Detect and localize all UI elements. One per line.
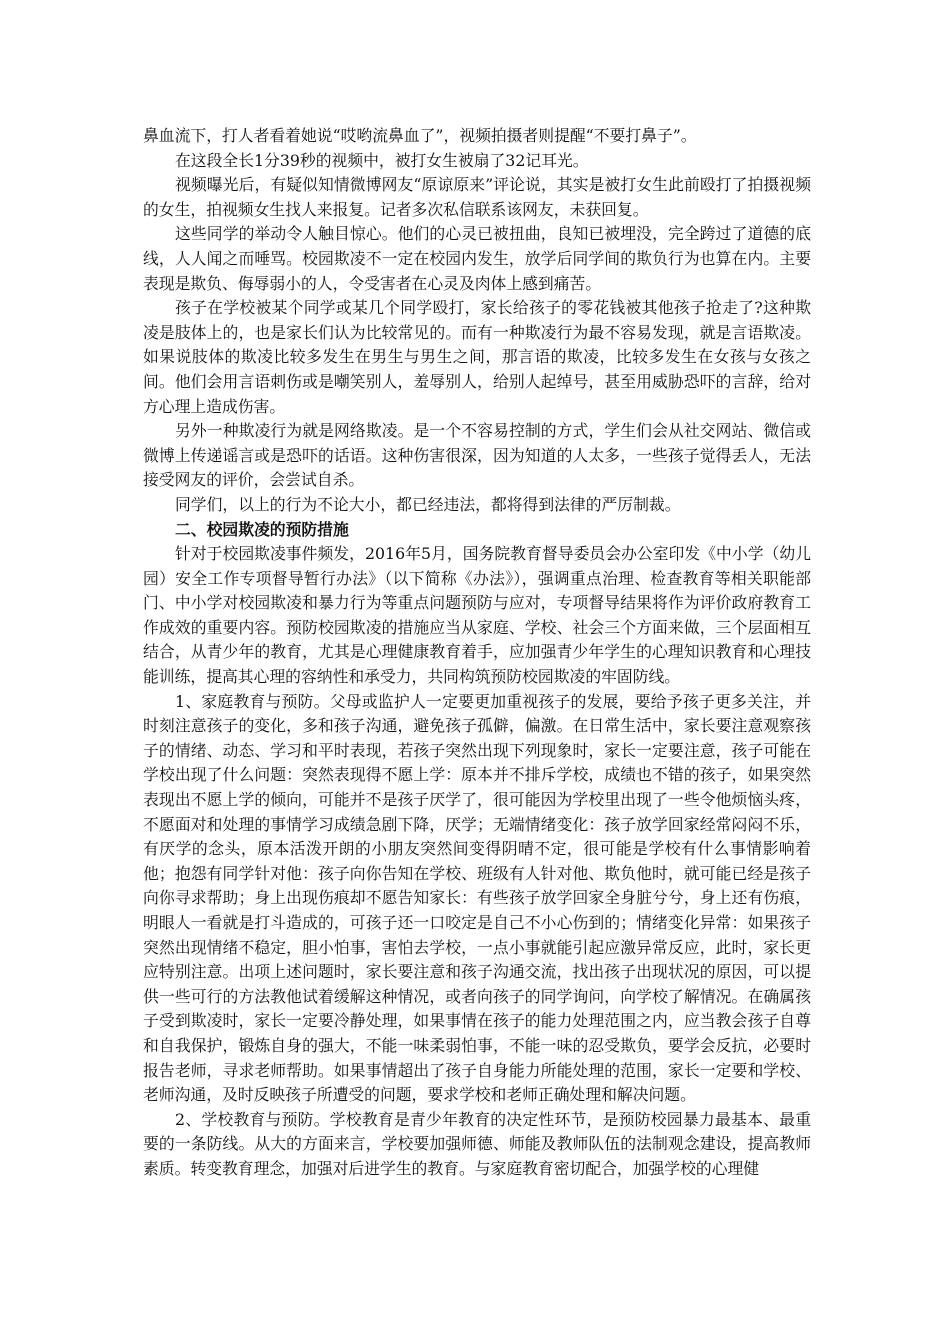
document-body bbox=[143, 124, 811, 1182]
paragraph-3: 视频曝光后，有疑似知情微博网友“原谅原来”评论说，其实是被打女生此前殴打了拍摄视频的女生，拍视频女生找人来报复。记者多次私信联系该网友，未获回复。 bbox=[143, 175, 811, 219]
paragraph-9: 针对于校园欺凌事件频发，2016年5月，国务院教育督导委员会办公室印发《中小学（幼儿园）安全工作专项督导暂行办法》（以下简称《办法》），强调重点治理、检查教育等相关职能部门、中小学对校园欺凌和暴力行为等重点问题预防与应对，专项督导结果将作为评价政府教育工作成效的重要内容。预防校园欺凌的措施应当从家庭、学校、社会三个方面来做，三个层面相互结合，从青少年的教育，尤其是心理健康教育着手，应加强青少年学生的心理知识教育和心理技能训练，提高其心理的容纳性和承受力，共同构筑预防校园欺凌的牢固防线。 bbox=[143, 544, 811, 687]
paragraph-7: 同学们，以上的行为不论大小，都已经违法，都将得到法律的严厉制裁。 bbox=[175, 494, 681, 514]
paragraph-school-prevention: 2、学校教育与预防。学校教育是青少年教育的决定性环节，是预防校园暴力最基本、最重要的一条防线。从大的方面来言，学校要加强师德、师能及教师队伍的法制观念建设，提高教师素质。转变教育理念，加强对后进学生的教育。与家庭教育密切配合，加强学校的心理健 bbox=[143, 1109, 811, 1178]
paragraph-family-prevention: 1、家庭教育与预防。父母或监护人一定要更加重视孩子的发展，要给予孩子更多关注，并时刻注意孩子的变化，多和孩子沟通，避免孩子孤僻，偏激。在日常生活中，家长要注意观察孩子的情绪、动态、学习和平时表现，若孩子突然出现下列现象时，家长一定要注意，孩子可能在学校出现了什么问题：突然表现得不愿上学：原本并不排斥学校，成绩也不错的孩子，如果突然表现出不愿上学的倾向，可能并不是孩子厌学了，很可能因为学校里出现了一些令他烦恼头疼，不愿面对和处理的事情学习成绩急剧下降，厌学；无端情绪变化：孩子放学回家经常闷闷不乐，有厌学的念头，原本活泼开朗的小朋友突然间变得阴晴不定，很可能是学校有什么事情影响着他；抱怨有同学针对他：孩子向你告知在学校、班级有人针对他、欺负他时，就可能已经是孩子向你寻求帮助；身上出现伤痕却不愿告知家长：有些孩子放学回家全身脏兮兮，身上还有伤痕，明眼人一看就是打斗造成的，可孩子还一口咬定是自己不小心伤到的；情绪变化异常：如果孩子突然出现情绪不稳定，胆小怕事，害怕去学校，一点小事就能引起应激异常反应，此时，家长更应特别注意。出项上述问题时，家长要注意和孩子沟通交流，找出孩子出现状况的原因，可以提供一些可行的方法教他试着缓解这种情况，或者向孩子的同学询问，向学校了解情况。在确属孩子受到欺凌时，家长一定要冷静处理，如果事情在孩子的能力处理范围之内，应当教会孩子自尊和自我保护，锻炼自身的强大，不能一味柔弱怕事，不能一味的忍受欺负，要学会反抗，必要时报告老师，寻求老师帮助。如果事情超出了孩子自身能力所能处理的范围，家长一定要和学校、老师沟通，及时反映孩子所遭受的问题，要求学校和老师正确处理和解决问题。 bbox=[143, 691, 811, 1105]
paragraph-2: 在这段全长1分39秒的视频中，被打女生被扇了32记耳光。 bbox=[175, 150, 589, 170]
section-heading-prevention: 二、校园欺凌的预防措施 bbox=[175, 519, 349, 539]
paragraph-5: 孩子在学校被某个同学或某几个同学殴打，家长给孩子的零花钱被其他孩子抢走了?这种欺凌是肢体上的，也是家长们认为比较常见的。而有一种欺凌行为最不容易发现，就是言语欺凌。如果说肢体的欺凌比较多发生在男生与男生之间，那言语的欺凌，比较多发生在女孩与女孩之间。他们会用言语刺伤或是嘲笑别人，羞辱别人，给别人起绰号，甚至用威胁恐吓的言辞，给对方心理上造成伤害。 bbox=[143, 298, 811, 416]
paragraph-1: 鼻血流下，打人者看着她说“哎哟流鼻血了”，视频拍摄者则提醒“不要打鼻子”。 bbox=[143, 126, 697, 145]
paragraph-6: 另外一种欺凌行为就是网络欺凌。是一个不容易控制的方式，学生们会从社交网站、微信或微博上传递谣言或是恐吓的话语。这种伤害很深，因为知道的人太多，一些孩子觉得丢人，无法接受网友的评价，会尝试自杀。 bbox=[143, 421, 811, 490]
paragraph-4: 这些同学的举动令人触目惊心。他们的心灵已被扭曲，良知已被埋没，完全跨过了道德的底线，人人闻之而唾骂。校园欺凌不一定在校园内发生，放学后同学间的欺负行为也算在内。主要表现是欺负、侮辱弱小的人，令受害者在心灵及肉体上感到痛苦。 bbox=[143, 224, 811, 293]
